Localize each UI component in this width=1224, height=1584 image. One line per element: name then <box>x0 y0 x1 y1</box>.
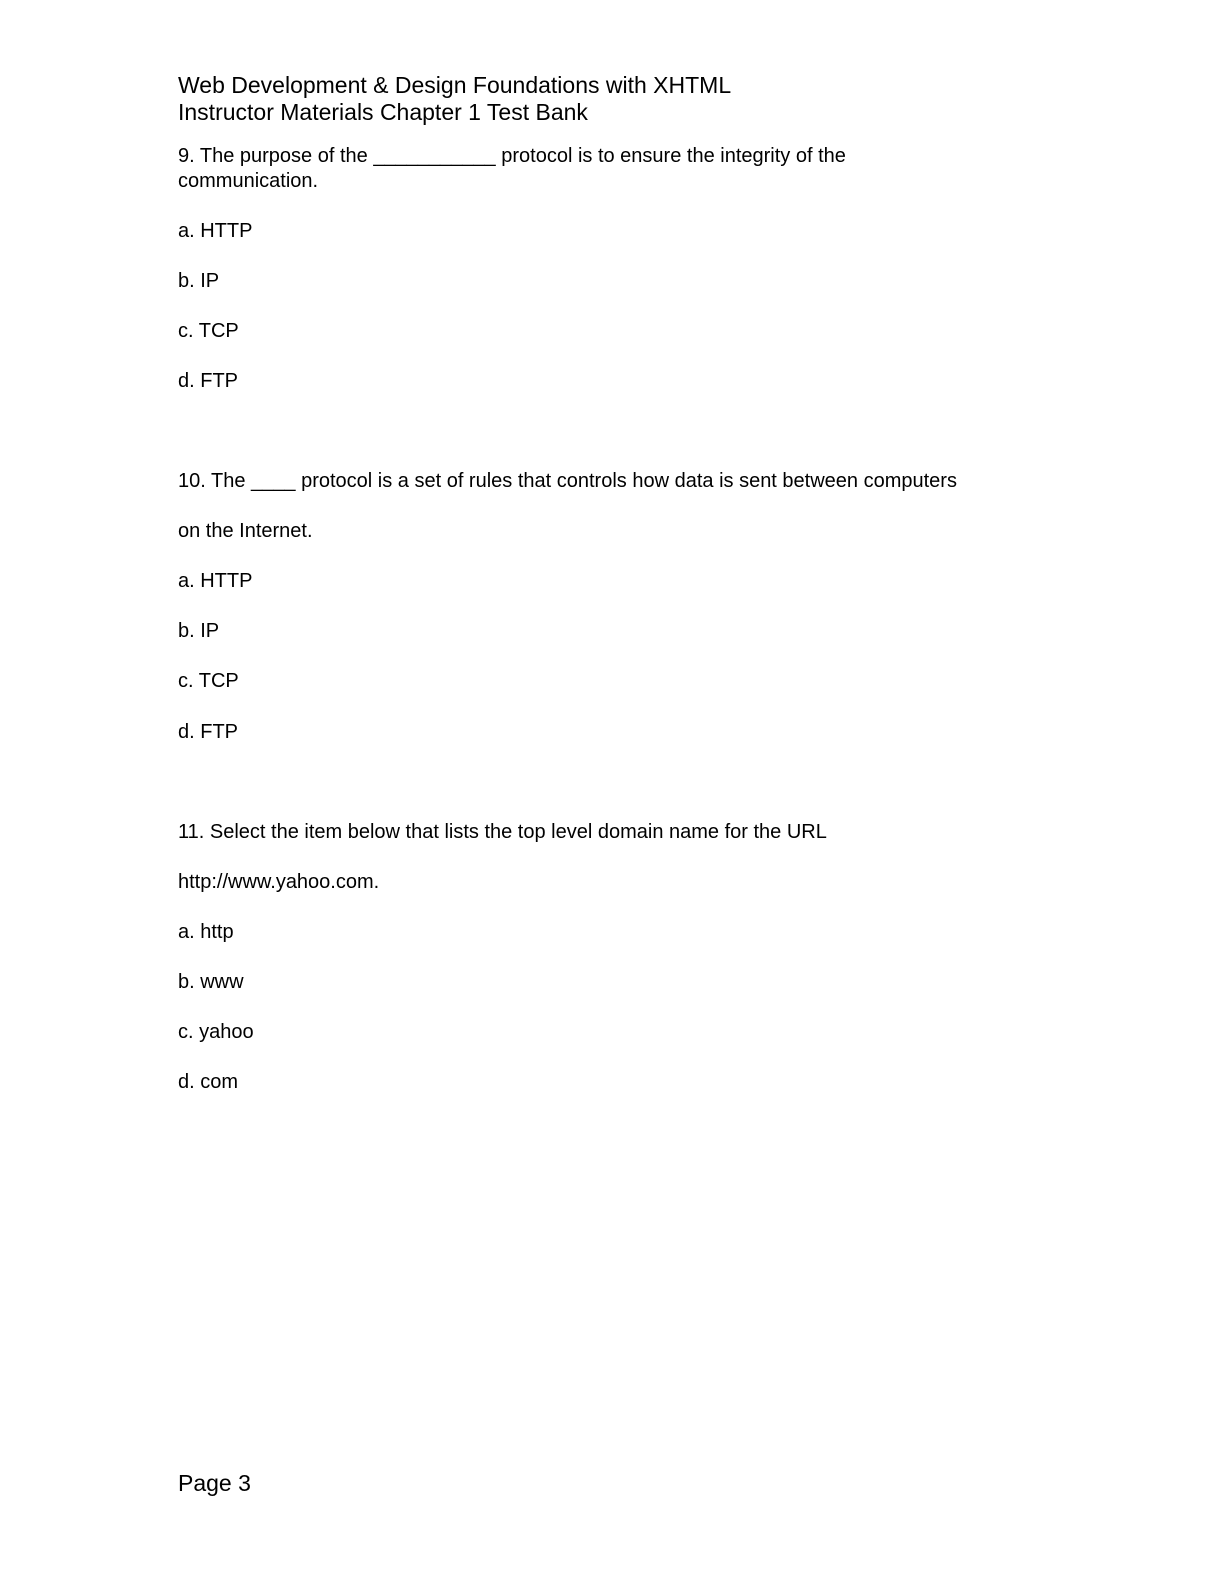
question-11-stem-line-1: 11. Select the item below that lists the top level domain name for the URL <box>178 821 827 843</box>
page-number: Page 3 <box>178 1470 251 1496</box>
question-9-stem <box>178 144 846 194</box>
question-11-option-a: a. http <box>178 921 234 943</box>
question-11-stem-line-2: http://www.yahoo.com. <box>178 871 380 893</box>
question-9-option-b: b. IP <box>178 270 220 292</box>
question-10-option-b: b. IP <box>178 620 220 642</box>
question-9-option-d: d. FTP <box>178 370 239 392</box>
question-10-stem-line-2: on the Internet. <box>178 520 313 542</box>
header-title: Web Development & Design Foundations with XHTML <box>178 72 732 98</box>
header-subtitle: Instructor Materials Chapter 1 Test Bank <box>178 99 588 125</box>
question-11-option-c: c. yahoo <box>178 1021 254 1043</box>
document-header <box>178 72 731 126</box>
question-11-option-d: d. com <box>178 1071 239 1093</box>
question-10-option-a: a. HTTP <box>178 570 253 592</box>
question-9-stem-line-2: communication. <box>178 170 319 192</box>
question-10-stem-line-1: 10. The ____ protocol is a set of rules that controls how data is sent between computers <box>178 470 957 492</box>
question-10-option-d: d. FTP <box>178 721 239 743</box>
question-9-stem-line-1: 9. The purpose of the ___________ protocol is to ensure the integrity of the <box>178 145 846 167</box>
question-11-option-b: b. www <box>178 971 244 993</box>
question-9-option-a: a. HTTP <box>178 220 253 242</box>
question-9-option-c: c. TCP <box>178 320 239 342</box>
question-10-option-c: c. TCP <box>178 670 239 692</box>
